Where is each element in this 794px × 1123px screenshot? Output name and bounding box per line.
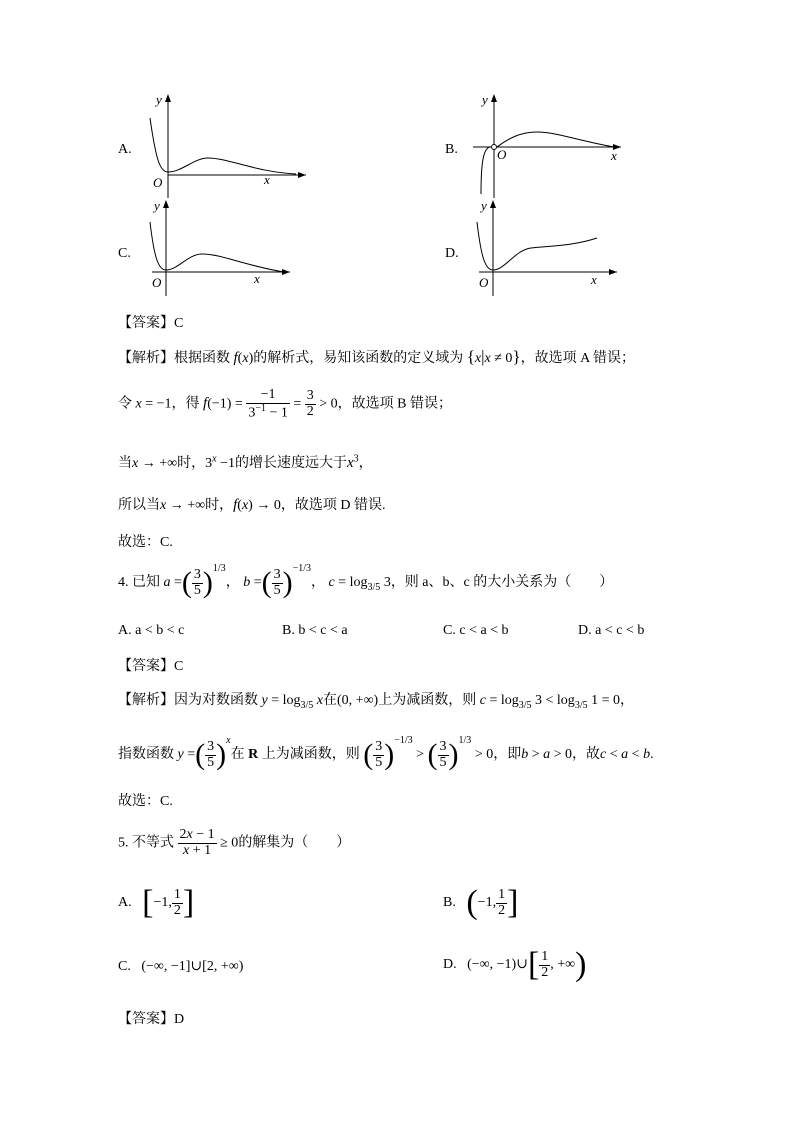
y-axis-label: y xyxy=(482,92,488,107)
origin-label: O xyxy=(152,275,162,290)
text: 因为对数函数 xyxy=(174,693,258,708)
text: 所以当 xyxy=(118,498,160,513)
y-axis-label: y xyxy=(154,198,160,213)
q4-analysis-line1: 【解析】因为对数函数 $y = \log_{3/5} x$在(0, +∞)上为减函数，则 $c = \log_{3/5} 3 < \log_{3/5} 1 = 0$， xyxy=(118,693,634,711)
option-label: D. xyxy=(445,246,459,261)
origin-label: O xyxy=(153,175,163,190)
text: 指数函数 xyxy=(118,747,174,763)
option-label: C. xyxy=(118,246,131,261)
q3-conclusion: 故选：C. xyxy=(118,535,173,550)
option-label: C. xyxy=(118,959,131,974)
q3-answer: 【答案】C xyxy=(118,316,184,331)
text: ，故选项 A 错误； xyxy=(520,351,635,366)
origin-label: O xyxy=(497,147,507,162)
text: 根据函数 xyxy=(174,351,230,366)
option-label: A. xyxy=(118,142,132,157)
q4-answer: 【答案】C xyxy=(118,659,184,674)
option-label: A. xyxy=(118,895,132,911)
q3-analysis-line1: 【解析】根据函数 f(x)的解析式，易知该函数的定义域为 {x|x ≠ 0}，故选项 A 错误； xyxy=(118,347,635,366)
text: 当 xyxy=(118,456,132,471)
q4-conclusion: 故选：C. xyxy=(118,794,173,809)
analysis-head: 【解析】 xyxy=(118,693,174,708)
q5-option-d: D. (−∞, −1)∪[ $\frac{1}{2}$ , +∞) xyxy=(443,946,587,983)
text: ，故 xyxy=(572,747,601,763)
q4-option-a: A. a < b < c xyxy=(118,623,185,638)
analysis-head: 【解析】 xyxy=(118,351,174,366)
text: ， xyxy=(358,456,373,471)
text: ，故选项 B 错误； xyxy=(337,396,453,412)
q4-stem: 4. 已知 a =( $\frac{3}{5}$ )$^{1/3}$， b =( $\frac{3}{5}$ )$^{-1/3}$， $c = \log_{3/5} 3$，则 a、b、c 的大小关系为（ ） xyxy=(118,562,614,599)
text: 在 xyxy=(230,747,245,763)
q4-analysis-line2: 指数函数 y =( $\frac{3}{5}$ )$^x$在 R 上为减函数，则 ( $\frac{3}{5}$ )$^{-1/3}$ > ( $\frac{3}{5}$ )$^{1/3}$ > 0，即b > a > 0，故c < a < b. xyxy=(118,734,654,771)
q3-analysis-line2: 令 x = −1，得 f(−1) = $\frac{-1}{3^{-1} - 1}$ = $\frac{3}{2}$ > 0，故选项 B 错误； xyxy=(118,387,453,421)
y-axis-label: y xyxy=(156,92,162,107)
x-axis-label: x xyxy=(254,271,260,286)
q5-stem: 5. 不等式 $\frac{2x - 1}{x + 1}$ ≥ 0的解集为（ ） xyxy=(118,827,351,858)
text: ，即 xyxy=(493,747,522,763)
origin-label: O xyxy=(479,275,489,290)
q4-option-c: C. c < a < b xyxy=(443,623,509,638)
q3-analysis-line3: 当x → +∞时，$3^x -1$的增长速度远大于$x^3$， xyxy=(118,453,373,471)
question-number: 4. 已知 xyxy=(118,575,160,591)
text: 的增长速度远大于 xyxy=(234,456,347,471)
q4-option-b: B. b < c < a xyxy=(282,623,348,638)
q5-answer: 【答案】D xyxy=(118,1012,185,1027)
q4-option-d: D. a < c < b xyxy=(578,623,645,638)
text: 上为减函数，则 xyxy=(378,693,477,708)
text: 上为减函数，则 xyxy=(261,747,360,763)
text: 时， xyxy=(177,456,206,471)
option-label: D. xyxy=(443,957,457,973)
q5-option-a: A. [−1, $\frac{1}{2}$ ] xyxy=(118,884,195,921)
option-label: B. xyxy=(443,895,456,911)
text: 令 xyxy=(118,396,132,412)
x-axis-label: x xyxy=(264,172,270,187)
text: 的解析式，易知该函数的定义域为 xyxy=(253,351,464,366)
y-axis-label: y xyxy=(481,198,487,213)
text: 在 xyxy=(323,693,338,708)
text: ，故选项 D 错误. xyxy=(280,498,386,513)
x-axis-label: x xyxy=(611,148,617,163)
text: 时， xyxy=(205,498,234,513)
q3-analysis-line4: 所以当x → +∞时，f(x) → 0，故选项 D 错误. xyxy=(118,497,386,513)
text: ，则 a、b、c 的大小关系为（ ） xyxy=(390,575,614,591)
text: 的解集为（ ） xyxy=(238,835,351,851)
text: ，得 xyxy=(171,396,200,412)
option-label: B. xyxy=(445,142,458,157)
x-axis-label: x xyxy=(591,272,597,287)
q5-option-b: B. (−1, $\frac{1}{2}$ ] xyxy=(443,884,519,921)
q5-option-c: C. (−∞, −1]∪[2, +∞) xyxy=(118,959,244,974)
question-number: 5. 不等式 xyxy=(118,835,174,851)
